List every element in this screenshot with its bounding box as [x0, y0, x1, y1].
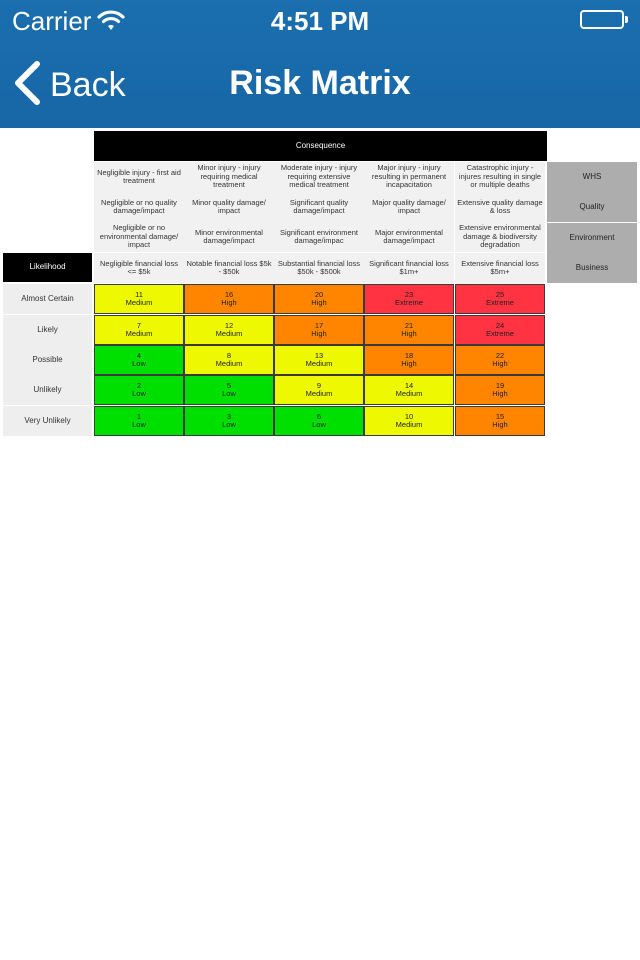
- risk-score: 4: [136, 350, 142, 360]
- risk-cell[interactable]: [94, 284, 184, 314]
- risk-cell[interactable]: [184, 375, 274, 405]
- risk-level: Low: [222, 389, 236, 398]
- likelihood-label: Likely: [3, 315, 92, 345]
- risk-level: Extreme: [486, 298, 514, 307]
- risk-level: Low: [132, 359, 146, 368]
- consequence-description: Minor environmental damage/impact: [184, 222, 274, 252]
- risk-score: 14: [404, 380, 414, 390]
- risk-level: Extreme: [395, 298, 423, 307]
- risk-score: 25: [495, 289, 505, 299]
- likelihood-header: Likelihood: [3, 253, 92, 282]
- risk-level: Medium: [125, 298, 153, 307]
- risk-level: High: [311, 298, 327, 307]
- risk-level: Medium: [125, 329, 153, 338]
- consequence-description: Major injury - injury resulting in permanent incapacitation: [364, 162, 454, 192]
- consequence-description: Catastrophic injury - injures resulting in single or multiple deaths: [455, 162, 545, 192]
- consequence-description: Notable financial loss $5k - $50k: [184, 253, 274, 283]
- risk-score: 10: [404, 411, 414, 421]
- risk-level: Low: [222, 420, 236, 429]
- consequence-description: Major quality damage/ impact: [364, 192, 454, 222]
- likelihood-label: Possible: [3, 345, 92, 375]
- consequence-description: Extensive quality damage & loss: [455, 192, 545, 222]
- risk-cell[interactable]: [274, 375, 364, 405]
- consequence-description: Negligible or no environmental damage/ impact: [94, 222, 184, 252]
- risk-score: 6: [316, 411, 322, 421]
- risk-level: Extreme: [486, 329, 514, 338]
- risk-score: 21: [404, 320, 414, 330]
- likelihood-label: Almost Certain: [3, 284, 92, 314]
- risk-score: 12: [224, 320, 234, 330]
- carrier-label: Carrier: [12, 6, 92, 36]
- consequence-description: Extensive environmental damage & biodiversity degradation: [455, 222, 545, 252]
- risk-level: High: [492, 389, 508, 398]
- consequence-description: Extensive financial loss $5m+: [455, 253, 545, 283]
- risk-level: Medium: [215, 329, 243, 338]
- consequence-description: Significant environment damage/impac: [274, 222, 364, 252]
- risk-level: Medium: [305, 389, 333, 398]
- risk-cell[interactable]: [455, 315, 545, 345]
- risk-cell[interactable]: [274, 345, 364, 375]
- risk-score: 17: [314, 320, 324, 330]
- risk-cell[interactable]: [94, 406, 184, 436]
- category-label-environment: Environment: [547, 223, 637, 253]
- back-label: Back: [50, 65, 126, 104]
- consequence-description: Significant financial loss $1m+: [364, 253, 454, 283]
- risk-cell[interactable]: [364, 345, 454, 375]
- risk-cell[interactable]: [94, 345, 184, 375]
- risk-cell[interactable]: [364, 315, 454, 345]
- risk-level: High: [401, 359, 417, 368]
- risk-cell[interactable]: [274, 284, 364, 314]
- risk-matrix: [0, 0, 640, 440]
- consequence-description: Minor quality damage/ impact: [184, 192, 274, 222]
- risk-score: 13: [314, 350, 324, 360]
- risk-cell[interactable]: [455, 345, 545, 375]
- consequence-description: Negligible financial loss <= $5k: [94, 253, 184, 283]
- consequence-description: Moderate injury - injury requiring extensive medical treatment: [274, 162, 364, 192]
- category-label-whs: WHS: [547, 162, 637, 192]
- consequence-description: Negligible or no quality damage/impact: [94, 192, 184, 222]
- consequence-header: Consequence: [94, 131, 547, 161]
- risk-score: 8: [226, 350, 232, 360]
- risk-level: High: [492, 420, 508, 429]
- risk-cell[interactable]: [274, 315, 364, 345]
- category-label-quality: Quality: [547, 192, 637, 222]
- risk-cell[interactable]: [364, 284, 454, 314]
- risk-cell[interactable]: [184, 315, 274, 345]
- risk-score: 16: [224, 289, 234, 299]
- risk-cell[interactable]: [184, 345, 274, 375]
- risk-cell[interactable]: [94, 375, 184, 405]
- risk-cell[interactable]: [455, 406, 545, 436]
- likelihood-label: Unlikely: [3, 375, 92, 405]
- risk-cell[interactable]: [184, 284, 274, 314]
- risk-level: Low: [132, 389, 146, 398]
- risk-cell[interactable]: [94, 315, 184, 345]
- risk-score: 15: [495, 411, 505, 421]
- risk-level: High: [311, 329, 327, 338]
- risk-cell[interactable]: [364, 406, 454, 436]
- risk-score: 7: [136, 320, 142, 330]
- risk-score: 23: [404, 289, 414, 299]
- risk-level: High: [492, 359, 508, 368]
- risk-cell[interactable]: [455, 375, 545, 405]
- risk-score: 19: [495, 380, 505, 390]
- consequence-description: Minor injury - injury requiring medical treatment: [184, 162, 274, 192]
- risk-level: High: [401, 329, 417, 338]
- risk-level: Medium: [215, 359, 243, 368]
- risk-cell[interactable]: [184, 406, 274, 436]
- risk-score: 3: [226, 411, 232, 421]
- risk-level: Low: [312, 420, 326, 429]
- risk-score: 1: [136, 411, 142, 421]
- category-label-business: Business: [547, 253, 637, 283]
- risk-level: Low: [132, 420, 146, 429]
- risk-score: 22: [495, 350, 505, 360]
- risk-score: 24: [495, 320, 505, 330]
- risk-cell[interactable]: [455, 284, 545, 314]
- page-title: Risk Matrix: [229, 64, 411, 102]
- risk-level: Medium: [305, 359, 333, 368]
- consequence-description: Significant quality damage/impact: [274, 192, 364, 222]
- risk-level: Medium: [395, 420, 423, 429]
- risk-score: 18: [404, 350, 414, 360]
- risk-score: 20: [314, 289, 324, 299]
- risk-cell[interactable]: [274, 406, 364, 436]
- risk-level: Medium: [395, 389, 423, 398]
- likelihood-label: Very Unlikely: [3, 406, 92, 436]
- risk-score: 5: [226, 380, 232, 390]
- risk-score: 2: [136, 380, 142, 390]
- risk-cell[interactable]: [364, 375, 454, 405]
- consequence-description: Negligible injury - first aid treatment: [94, 162, 184, 192]
- consequence-description: Major environmental damage/impact: [364, 222, 454, 252]
- risk-level: High: [221, 298, 237, 307]
- consequence-description: Substantial financial loss $50k - $500k: [274, 253, 364, 283]
- clock: 4:51 PM: [270, 6, 370, 36]
- risk-score: 9: [316, 380, 322, 390]
- risk-score: 11: [135, 289, 143, 299]
